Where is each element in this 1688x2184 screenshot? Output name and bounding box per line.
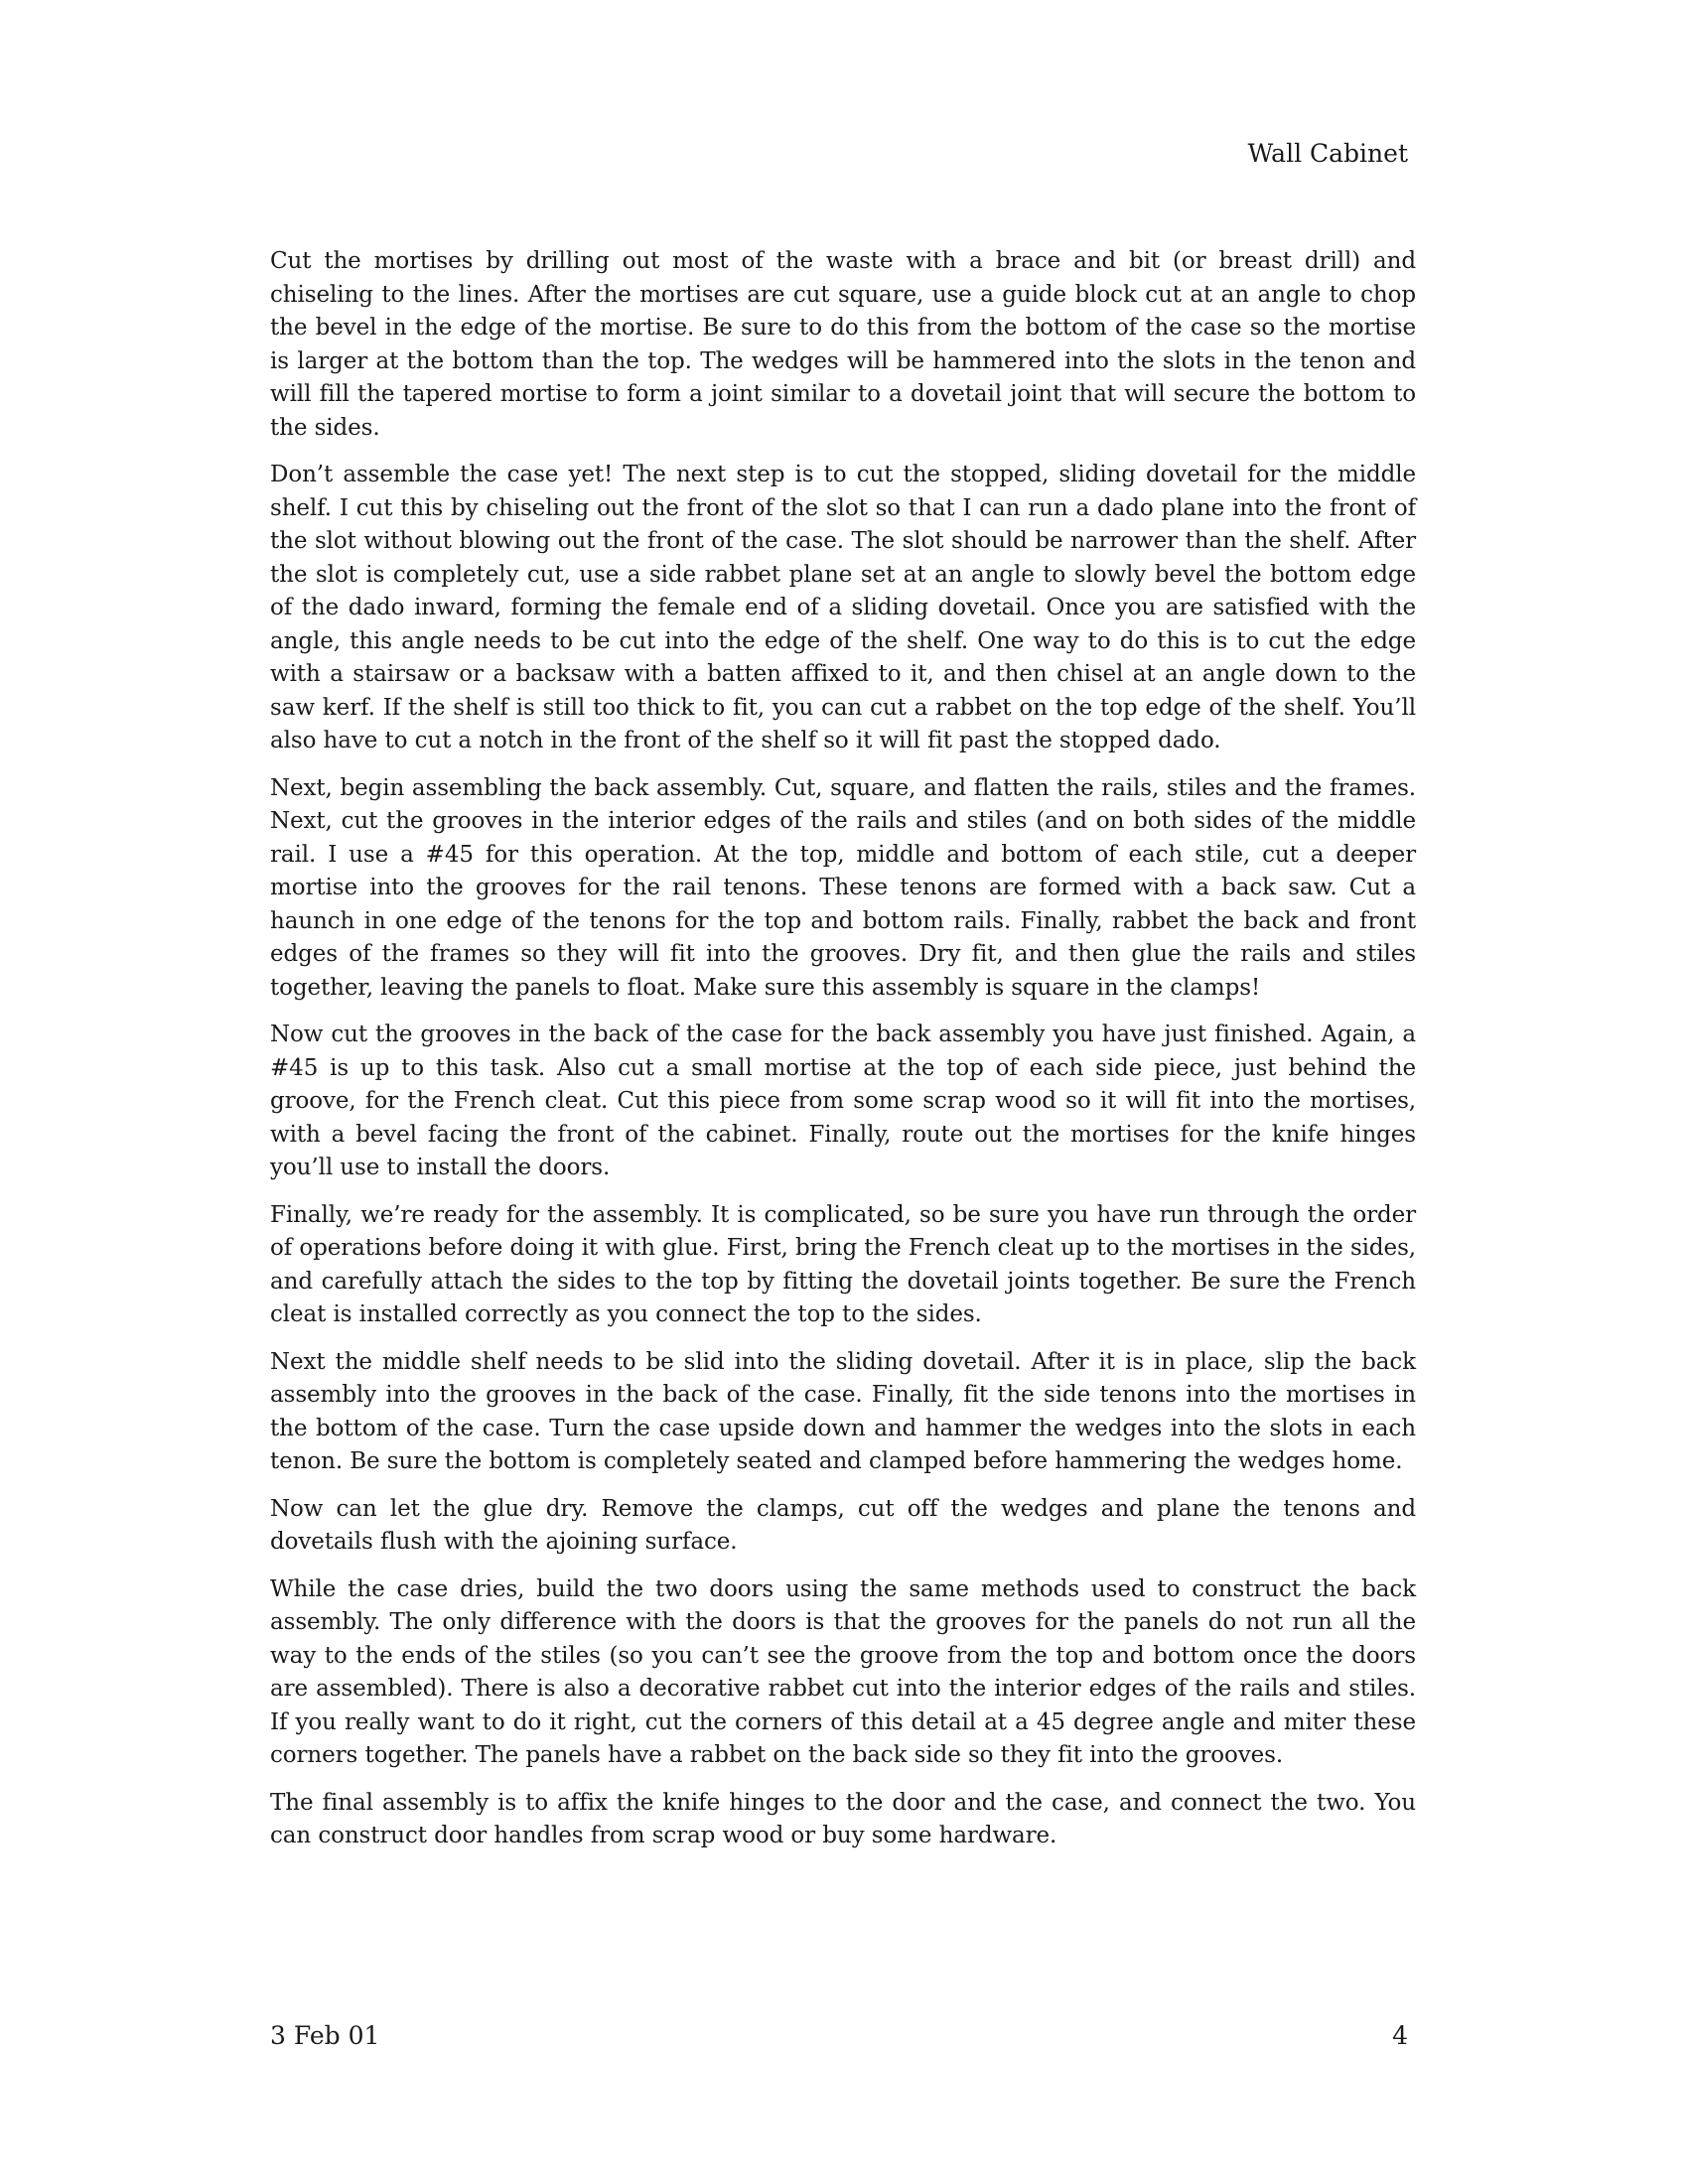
paragraph-final-assembly: The final assembly is to affix the knife hinges to the door and the case, and connect the two. You can construct door handles from scrap wood or buy some hardware.: [270, 1789, 1416, 1848]
document-body: [270, 245, 1416, 1867]
paragraph-doors: While the case dries, build the two doors using the same methods used to construct the back assembly. The only difference with the doors is that the grooves for the panels do not run all the way to the ends of the stiles (so you can’t see the groove from the top and bottom once the doors are assembled). There is also a decorative rabbet cut into the interior edges of the rails and stiles. If you really want to do it right, cut the corners of this detail at a 45 degree angle and miter these corners together. The panels have a rabbet on the back side so they fit into the grooves.: [270, 1575, 1416, 1768]
paragraph-assembly: Finally, we’re ready for the assembly. It is complicated, so be sure you have run through the order of operations before doing it with glue. First, bring the French cleat up to the mortises in the sides, and carefully attach the sides to the top by fitting the dovetail joints together. Be sure the French cleat is installed correctly as you connect the top to the sides.: [270, 1201, 1416, 1327]
paragraph-back-assembly: Next, begin assembling the back assembly. Cut, square, and flatten the rails, stiles and the frames. Next, cut the grooves in the interior edges of the rails and stiles (and on both sides of the middle rail. I use a #45 for this operation. At the top, middle and bottom of each stile, cut a deeper mortise into the grooves for the rail tenons. These tenons are formed with a back saw. Cut a haunch in one edge of the tenons for the top and bottom rails. Finally, rabbet the back and front edges of the frames so they will fit into the grooves. Dry fit, and then glue the rails and stiles together, leaving the panels to float. Make sure this assembly is square in the clamps!: [270, 774, 1416, 1001]
footer-date: 3 Feb 01: [270, 2021, 380, 2050]
page-number: 4: [1392, 2021, 1408, 2050]
running-header-title: Wall Cabinet: [1247, 139, 1408, 168]
paragraph-cut-mortises: Cut the mortises by drilling out most of the waste with a brace and bit (or breast drill) and chiseling to the lines. After the mortises are cut square, use a guide block cut at an angle to chop the bevel in the edge of the mortise. Be sure to do this from the bottom of the case so the mortise is larger at the bottom than the top. The wedges will be hammered into the slots in the tenon and will fill the tapered mortise to form a joint similar to a dovetail joint that will secure the bottom to the sides.: [270, 248, 1416, 441]
paragraph-sliding-dovetail: Don’t assemble the case yet! The next step is to cut the stopped, sliding dovetail for the middle shelf. I cut this by chiseling out the front of the slot so that I can run a dado plane into the front of the slot without blowing out the front of the case. The slot should be narrower than the shelf. After the slot is completely cut, use a side rabbet plane set at an angle to slowly bevel the bottom edge of the dado inward, forming the female end of a sliding dovetail. Once you are satisfied with the angle, this angle needs to be cut into the edge of the shelf. One way to do this is to cut the edge with a stairsaw or a backsaw with a batten affixed to it, and then chisel at an angle down to the saw kerf. If the shelf is still too thick to fit, you can cut a rabbet on the top edge of the shelf. You’ll also have to cut a notch in the front of the shelf so it will fit past the stopped dado.: [270, 462, 1416, 753]
paragraph-middle-shelf: Next the middle shelf needs to be slid into the sliding dovetail. After it is in place, slip the back assembly into the grooves in the back of the case. Finally, fit the side tenons into the mortises in the bottom of the case. Turn the case upside down and hammer the wedges into the slots in each tenon. Be sure the bottom is completely seated and clamped before hammering the wedges home.: [270, 1348, 1416, 1474]
paragraph-case-grooves: Now cut the grooves in the back of the case for the back assembly you have just finished. Again, a #45 is up to this task. Also cut a small mortise at the top of each side piece, just behind the groove, for the French cleat. Cut this piece from some scrap wood so it will fit into the mortises, with a bevel facing the front of the cabinet. Finally, route out the mortises for the knife hinges you’ll use to install the doors.: [270, 1022, 1416, 1180]
paragraph-glue-dry: Now can let the glue dry. Remove the clamps, cut off the wedges and plane the tenons and dovetails flush with the ajoining surface.: [270, 1495, 1416, 1555]
